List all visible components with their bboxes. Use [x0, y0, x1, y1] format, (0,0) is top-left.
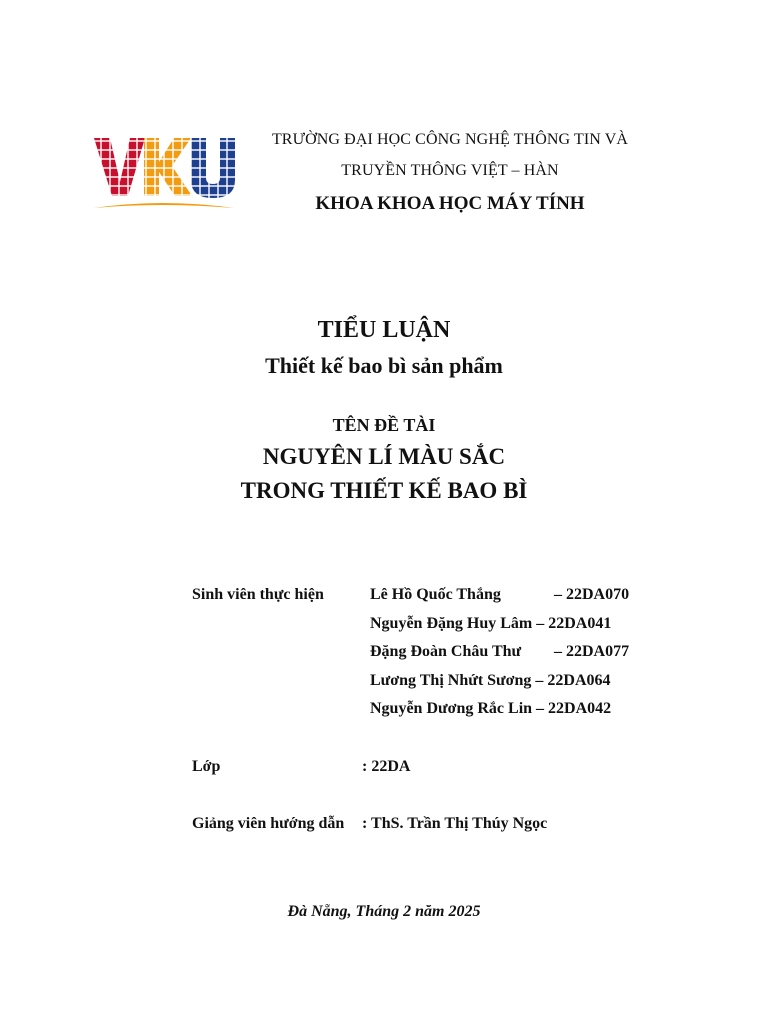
- teacher-value: : ThS. Trần Thị Thúy Ngọc: [362, 815, 548, 832]
- student-code: – 22DA070: [554, 586, 630, 603]
- topic-title-line-1: NGUYÊN LÍ MÀU SẮC: [262, 444, 506, 469]
- student-code: – 22DA042: [536, 700, 612, 717]
- student-name: Nguyễn Đặng Huy Lâm: [370, 615, 537, 632]
- students-label: Sinh viên thực hiện: [192, 586, 324, 603]
- faculty-name: KHOA KHOA HỌC MÁY TÍNH: [315, 193, 585, 214]
- course-name: Thiết kế bao bì sản phẩm: [265, 353, 503, 378]
- vku-logo: [92, 132, 238, 214]
- class-label: Lớp: [192, 758, 221, 775]
- student-code: – 22DA041: [536, 615, 612, 632]
- class-value: : 22DA: [362, 758, 411, 775]
- student-name: Lương Thị Nhứt Sương: [370, 672, 536, 689]
- topic-label: TÊN ĐỀ TÀI: [332, 415, 436, 435]
- document-type: TIỂU LUẬN: [317, 317, 451, 343]
- student-row: [370, 643, 630, 661]
- student-code: – 22DA064: [535, 672, 611, 689]
- student-name: Lê Hồ Quốc Thắng: [370, 586, 501, 603]
- student-code: – 22DA077: [554, 643, 630, 660]
- university-name-line-1: TRƯỜNG ĐẠI HỌC CÔNG NGHỆ THÔNG TIN VÀ: [271, 131, 629, 148]
- student-row: [370, 672, 611, 690]
- place-and-date: Đà Nẵng, Tháng 2 năm 2025: [287, 903, 481, 920]
- topic-title-line-2: TRONG THIẾT KẾ BAO BÌ: [240, 478, 528, 503]
- student-row: [370, 700, 611, 718]
- student-name: Nguyễn Dương Rắc Lin: [370, 700, 537, 717]
- student-row: [370, 586, 630, 604]
- university-name-line-2: TRUYỀN THÔNG VIỆT – HÀN: [341, 162, 559, 179]
- teacher-label: Giảng viên hướng dẫn: [192, 815, 345, 832]
- student-row: [370, 615, 611, 633]
- student-name: Đặng Đoàn Châu Thư: [370, 643, 522, 660]
